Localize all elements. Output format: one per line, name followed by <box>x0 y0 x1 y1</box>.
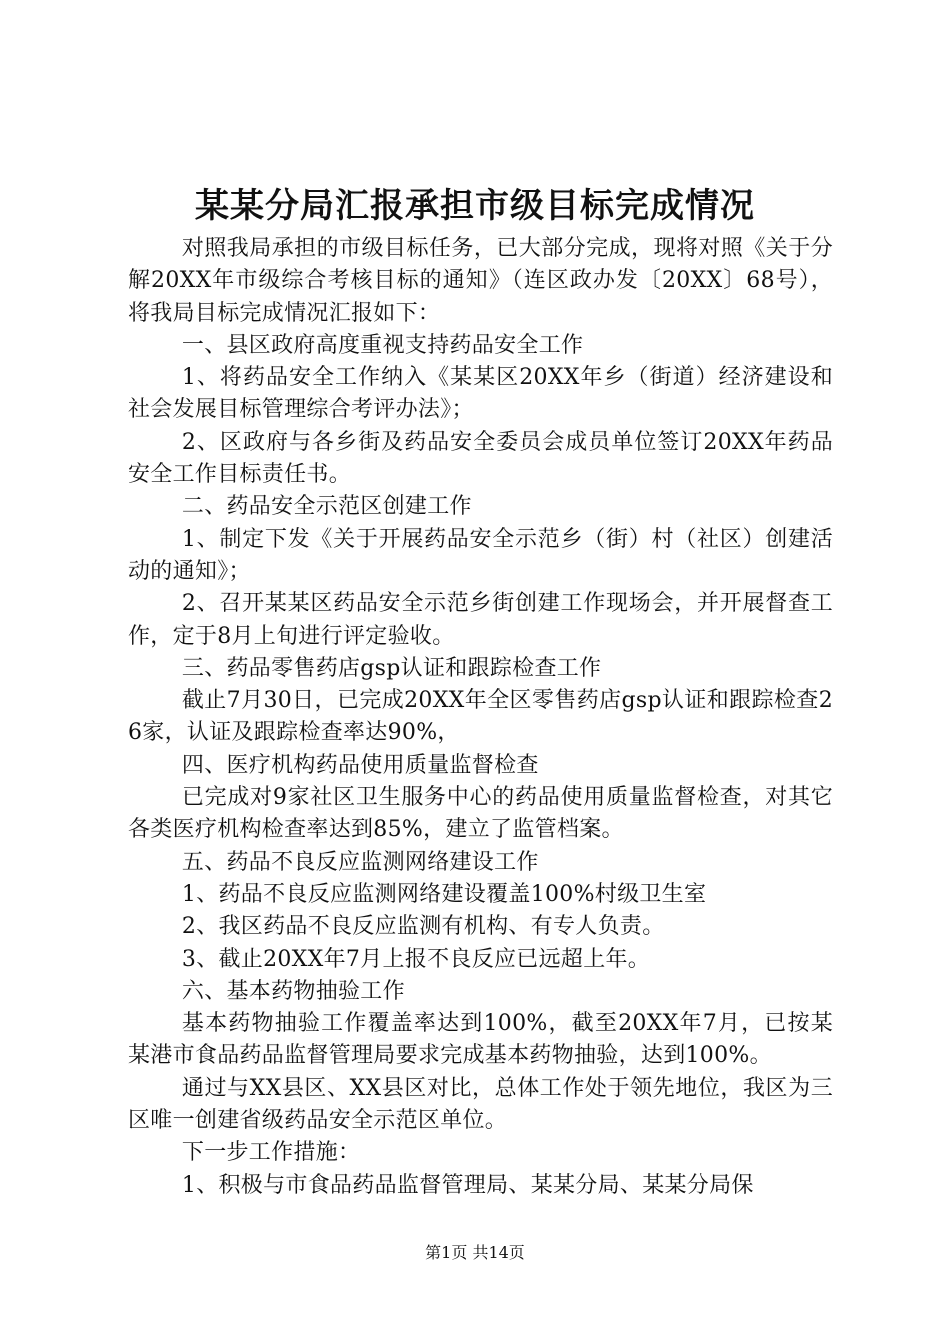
list-item: 1、制定下发《关于开展药品安全示范乡（街）村（社区）创建活动的通知》； <box>128 526 833 584</box>
intro-paragraph: 对照我局承担的市级目标任务，已大部分完成，现将对照《关于分解20XX年市级综合考核目标的通知》（连区政办发〔20XX〕68号），将我局目标完成情况汇报如下： <box>128 236 833 326</box>
section-heading-6: 六、基本药物抽验工作 <box>181 978 405 1004</box>
list-item: 1、将药品安全工作纳入《某某区20XX年乡（街道）经济建设和社会发展目标管理综合考评办法》； <box>128 365 833 423</box>
list-item: 3、截止20XX年7月上报不良反应已远超上年。 <box>181 946 651 972</box>
section-heading-2: 二、药品安全示范区创建工作 <box>181 494 472 520</box>
section-heading-1: 一、县区政府高度重视支持药品安全工作 <box>181 332 584 358</box>
list-item: 1、药品不良反应监测网络建设覆盖100%村级卫生室 <box>181 881 707 907</box>
list-item: 2、我区药品不良反应监测有机构、有专人负责。 <box>181 914 665 940</box>
section-heading-5: 五、药品不良反应监测网络建设工作 <box>181 849 539 875</box>
page-footer: 第1页 共14页 <box>425 1243 525 1262</box>
list-item: 1、积极与市食品药品监督管理局、某某分局、某某分局保 <box>181 1172 754 1198</box>
list-item: 2、召开某某区药品安全示范乡街创建工作现场会，并开展督查工作，定于8月上旬进行评定验收。 <box>128 591 833 649</box>
body-paragraph: 截止7月30日，已完成20XX年全区零售药店gsp认证和跟踪检查26家，认证及跟踪检查率达90%， <box>128 688 833 746</box>
section-heading-3: 三、药品零售药店gsp认证和跟踪检查工作 <box>181 655 602 681</box>
section-heading-4: 四、医疗机构药品使用质量监督检查 <box>181 752 539 778</box>
summary-paragraph: 通过与XX县区、XX县区对比，总体工作处于领先地位，我区为三区唯一创建省级药品安全示范区单位。 <box>128 1075 833 1134</box>
document-title: 某某分局汇报承担市级目标完成情况 <box>195 186 755 226</box>
body-paragraph: 基本药物抽验工作覆盖率达到100%，截至20XX年7月，已按某某港市食品药品监督管理局要求完成基本药物抽验，达到100%。 <box>128 1011 833 1069</box>
document-body <box>128 233 833 1202</box>
body-paragraph: 已完成对9家社区卫生服务中心的药品使用质量监督检查，对其它各类医疗机构检查率达到85%，建立了监管档案。 <box>128 785 833 843</box>
next-steps-heading: 下一步工作措施： <box>181 1140 361 1166</box>
list-item: 2、区政府与各乡街及药品安全委员会成员单位签订20XX年药品安全工作目标责任书。 <box>128 429 833 488</box>
